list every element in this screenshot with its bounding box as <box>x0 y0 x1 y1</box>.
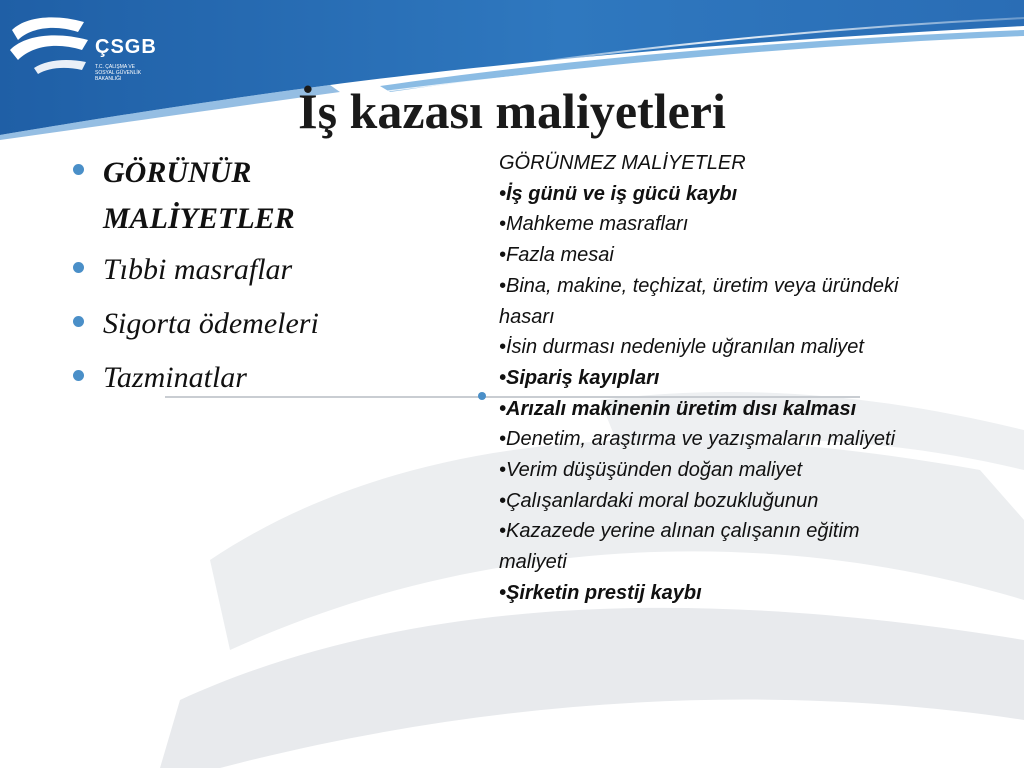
logo-subtitle-line: BAKANLIĞI <box>95 76 122 82</box>
list-item: •Arızalı makinenin üretim dısı kalması <box>499 397 857 420</box>
list-item: •Fazla mesai <box>499 244 614 267</box>
list-item: •Şirketin prestij kaybı <box>499 581 702 604</box>
list-item-text: Tıbbi masraflar <box>103 253 293 286</box>
list-item: •Sipariş kayıpları <box>499 366 660 389</box>
bullet-icon <box>73 262 84 273</box>
invisible-costs-header: GÖRÜNMEZ MALİYETLER <box>499 152 746 174</box>
list-item: •İş günü ve iş gücü kaybı <box>499 182 738 205</box>
bullet-icon <box>73 164 84 175</box>
logo-subtitle-line: SOSYAL GÜVENLİK <box>95 70 142 76</box>
list-item: •Bina, makine, teçhizat, üretim veya üründeki hasarı <box>499 274 899 328</box>
list-item: •İsin durması nedeniyle uğranılan maliyet <box>499 336 864 359</box>
divider-dot-icon <box>478 392 486 400</box>
list-item-text: Tazminatlar <box>103 361 247 394</box>
bullet-icon <box>73 316 84 327</box>
list-item-text: Sigorta ödemeleri <box>103 307 319 340</box>
list-item <box>70 248 410 292</box>
bullet-icon <box>73 370 84 381</box>
list-item: •Kazazede yerine alınan çalışanın eğitim maliyeti <box>499 520 860 574</box>
list-item <box>70 302 410 346</box>
visible-costs-list <box>70 150 410 410</box>
list-item <box>70 150 410 242</box>
list-item: •Çalışanlardaki moral bozukluğunun <box>499 489 819 512</box>
list-item: •Mahkeme masrafları <box>499 213 689 236</box>
list-item: •Denetim, araştırma ve yazışmaların maliyeti <box>499 428 896 451</box>
list-item <box>70 356 410 400</box>
list-item-text: GÖRÜNÜR MALİYETLER <box>103 156 295 235</box>
logo-subtitle <box>95 64 185 82</box>
invisible-costs-block <box>499 148 929 609</box>
slide-title: İş kazası maliyetleri <box>298 83 726 139</box>
logo-subtitle-line: T.C. ÇALIŞMA VE <box>95 64 136 70</box>
csgb-logo-mark <box>6 10 96 80</box>
logo-name: ÇSGB <box>95 36 157 58</box>
list-item: •Verim düşüşünden doğan maliyet <box>499 459 803 482</box>
